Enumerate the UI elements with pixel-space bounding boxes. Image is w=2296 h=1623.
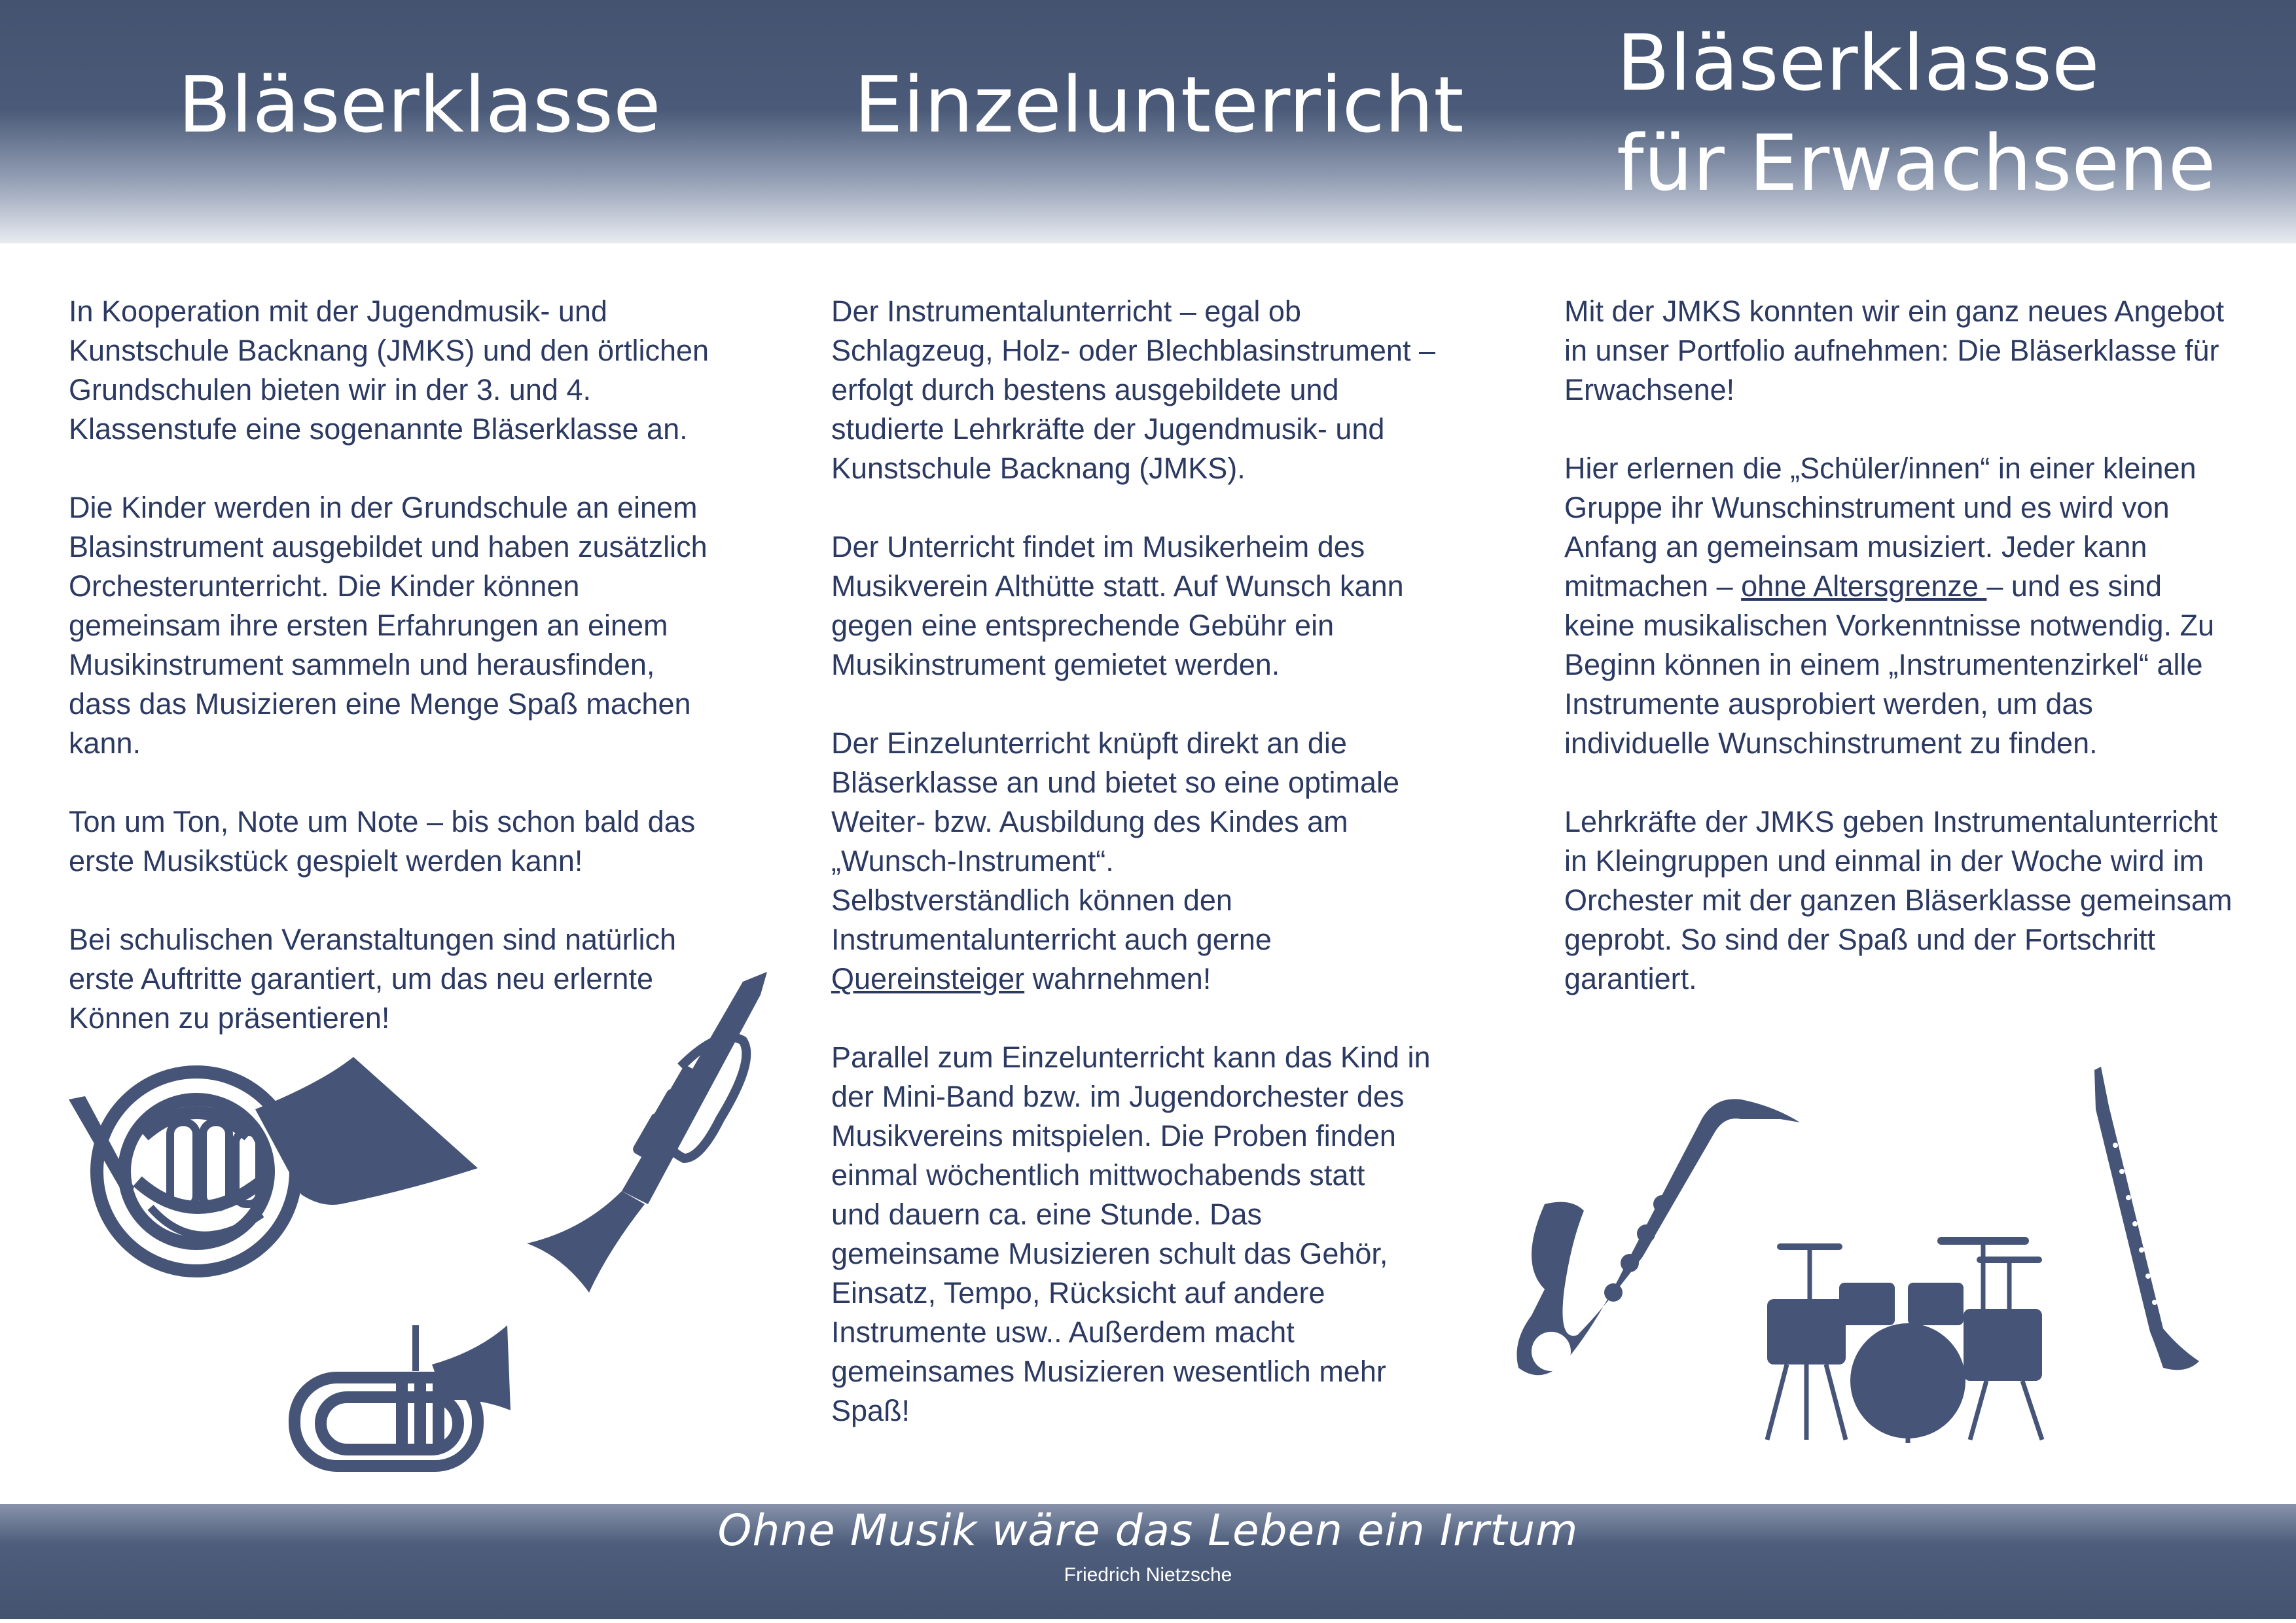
paragraph: Die Kinder werden in der Grundschule an einem Blasinstrument ausgebildet und haben zusätzlich Orchesterunterricht. Die Kinder können gemeinsam ihre ersten Erfahrungen an einem Musikinstrument sammeln und herausfinden, dass das Musizieren eine Menge Spaß machen kann. (69, 491, 708, 760)
column-einzelunterricht (831, 292, 1435, 1470)
paragraph: Der Einzelunterricht knüpft direkt an die Bläserklasse an und bietet so eine optimale Weiter- bzw. Ausbildung des Kindes am „Wunsch-Instrument“. Selbstverständlich können den Instrumentalunterricht auch gerne Quereinsteiger wahrnehmen! (831, 726, 1400, 995)
paragraph: Der Instrumentalunterricht – egal ob Schlagzeug, Holz- oder Blechblasinstrument – erfolgt durch bestens ausgebildete und studierte Lehrkräfte der Jugendmusik- und Kunstschule Backnang (JMKS). (831, 294, 1435, 485)
saxophone-icon (1492, 1093, 1806, 1407)
tuba-icon (281, 1325, 517, 1476)
drum-kit-icon (1761, 1230, 2049, 1446)
paragraph: In Kooperation mit der Jugendmusik- und Kunstschule Backnang (JMKS) und den örtlichen Grundschulen bieten wir in der 3. und 4. Klassenstufe eine sogenannte Bläserklasse an. (69, 294, 709, 446)
column-erwachsene (1564, 292, 2232, 1038)
paragraph: Der Unterricht findet im Musikerheim des Musikverein Althütte statt. Auf Wunsch kann gegen eine entsprechende Gebühr ein Musikinstrument gemietet werden. (831, 530, 1404, 681)
column-blaeserklasse (69, 292, 709, 1077)
paragraph: Parallel zum Einzelunterricht kann das Kind in der Mini-Band bzw. im Jugendorchester des Musikvereins mitspielen. Die Proben finden einmal wöchentlich mittwochabends statt und dauern ca. eine Stunde. Das gemeinsame Musizieren schult das Gehör, Einsatz, Tempo, Rücksicht auf andere Instrumente usw.. Außerdem macht gemeinsames Musizieren wesentlich mehr Spaß! (831, 1041, 1431, 1427)
paragraph: Ton um Ton, Note um Note – bis schon bald das erste Musikstück gespielt werden kann! (69, 805, 696, 878)
footer-quote: Ohne Musik wäre das Leben ein Irrtum (717, 1505, 1579, 1556)
header-band (0, 0, 2296, 243)
altersgrenze-link[interactable]: ohne Altersgrenze (1741, 569, 1987, 603)
title-erwachsene: Bläserklasse für Erwachsene (1617, 18, 2216, 209)
paragraph: Lehrkräfte der JMKS geben Instrumentalunterricht in Kleingruppen und einmal in der Woche wird im Orchester mit der ganzen Bläserklasse gemeinsam geprobt. So sind der Spaß und der Fortschritt garantiert. (1564, 805, 2233, 995)
clarinet-icon (2081, 1067, 2206, 1374)
quereinsteiger-link[interactable]: Quereinsteiger (831, 962, 1025, 995)
title-einzelunterricht: Einzelunterricht (854, 60, 1464, 150)
paragraph: Bei schulischen Veranstaltungen sind natürlich erste Auftritte garantiert, um das neu erlernte Können zu präsentieren! (69, 923, 677, 1035)
footer-author: Friedrich Nietzsche (1064, 1564, 1232, 1586)
trumpet-icon (524, 969, 772, 1296)
french-horn-icon (65, 1050, 484, 1299)
paragraph: Mit der JMKS konnten wir ein ganz neues Angebot in unser Portfolio aufnehmen: Die Bläserklasse für Erwachsene! (1564, 294, 2225, 406)
paragraph: Hier erlernen die „Schüler/innen“ in einer kleinen Gruppe ihr Wunschinstrument und es wird von Anfang an gemeinsam musiziert. Jeder kann mitmachen – ohne Altersgrenze – und es sind keine musikalischen Vorkenntnisse notwendig. Zu Beginn können in einem „Instrumentenzirkel“ alle Instrumente ausprobiert werden, um das individuelle Wunschinstrument zu finden. (1564, 452, 2215, 760)
title-blaeserklasse: Bläserklasse (178, 60, 661, 150)
